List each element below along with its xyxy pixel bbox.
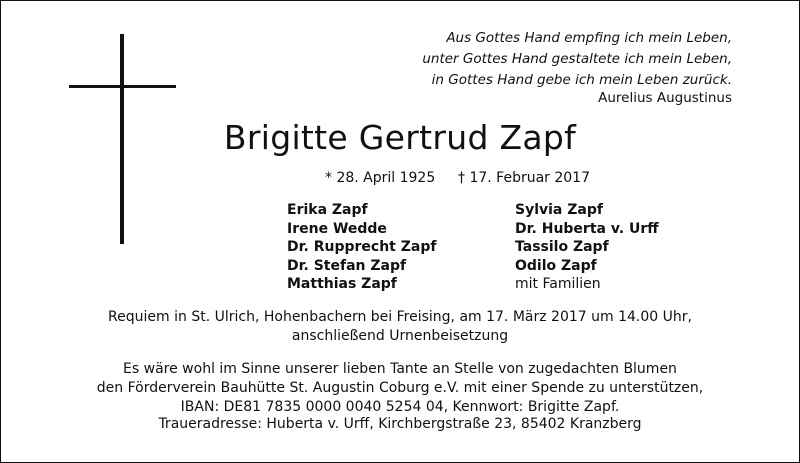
- family-note: mit Familien: [515, 276, 601, 292]
- family-member: Tassilo Zapf: [515, 239, 609, 255]
- family-member: Matthias Zapf: [287, 276, 397, 292]
- family-member: Erika Zapf: [287, 202, 368, 218]
- donation-notice: [0, 360, 800, 417]
- mourning-address: Traueradresse: Huberta v. Urff, Kirchbergstraße 23, 85402 Kranzberg: [158, 416, 642, 432]
- donation-line: Es wäre wohl im Sinne unserer lieben Tante an Stelle von zugedachten Blumen: [123, 361, 677, 377]
- family-list-left: [287, 201, 436, 294]
- family-member: Sylvia Zapf: [515, 202, 603, 218]
- family-member: Dr. Rupprecht Zapf: [287, 239, 437, 255]
- death-date: † 17. Februar 2017: [458, 170, 590, 186]
- requiem-notice: [0, 308, 800, 346]
- quote-line: in Gottes Hand gebe ich mein Leben zurück.: [431, 72, 732, 88]
- birth-date: * 28. April 1925: [325, 170, 436, 186]
- family-member: Dr. Huberta v. Urff: [515, 220, 659, 237]
- family-member: Odilo Zapf: [515, 257, 597, 274]
- family-member: Irene Wedde: [287, 220, 387, 237]
- requiem-line: Requiem in St. Ulrich, Hohenbachern bei Freising, am 17. März 2017 um 14.00 Uhr,: [108, 309, 692, 325]
- quote-line: Aus Gottes Hand empfing ich mein Leben,: [446, 30, 732, 46]
- donation-line: den Förderverein Bauhütte St. Augustin Coburg e.V. mit einer Spende zu unterstützen,: [96, 380, 704, 396]
- quote-author: Aurelius Augustinus: [598, 90, 732, 106]
- quote-block: [422, 28, 732, 91]
- family-list-right: [515, 201, 659, 294]
- donation-line: IBAN: DE81 7835 0000 0040 5254 04, Kennwort: Brigitte Zapf.: [180, 399, 620, 415]
- requiem-line: anschließend Urnenbeisetzung: [291, 328, 509, 344]
- family-member: Dr. Stefan Zapf: [287, 257, 407, 274]
- deceased-name: Brigitte Gertrud Zapf: [223, 118, 577, 157]
- cross-horizontal-bar: [69, 85, 176, 88]
- quote-line: unter Gottes Hand gestaltete ich mein Leben,: [422, 51, 732, 67]
